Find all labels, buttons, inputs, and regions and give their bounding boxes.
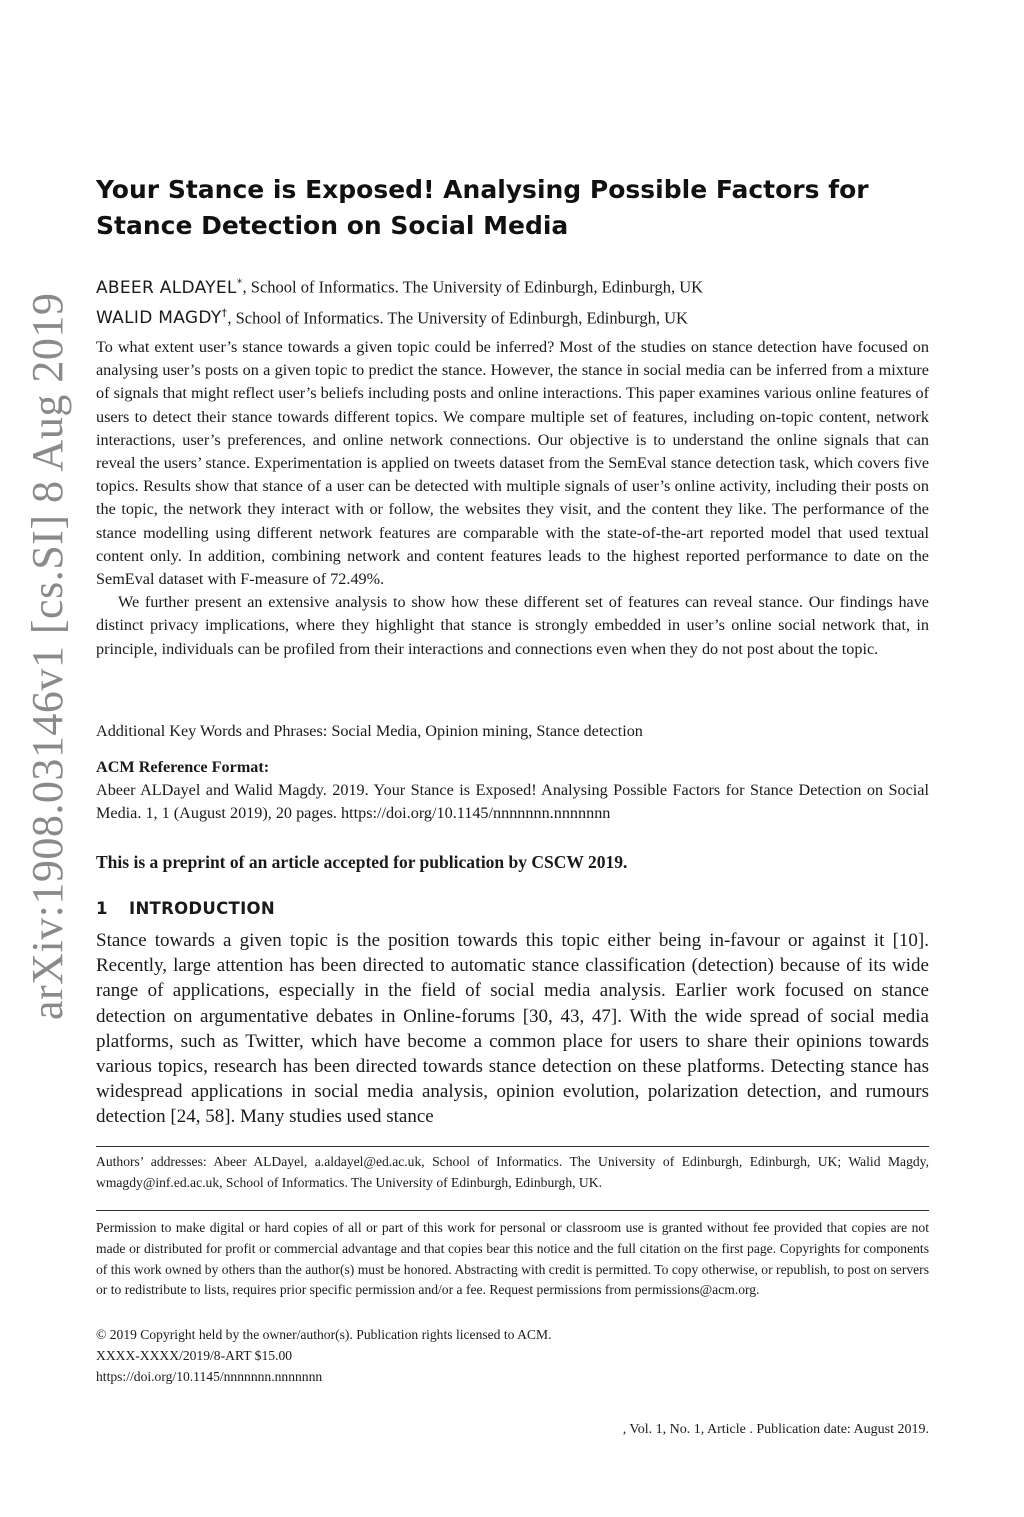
- paper-title: Your Stance is Exposed! Analysing Possible Factors for Stance Detection on Social Media: [96, 175, 869, 240]
- section-number: 1: [96, 899, 108, 918]
- author-line: [96, 301, 929, 332]
- author-name: ABEER ALDAYEL*: [96, 276, 243, 298]
- permission-divider: [96, 1210, 929, 1211]
- author-addresses-footnote: Authors’ addresses: Abeer ALDayel, a.aldayel@ed.ac.uk, School of Informatics. The University of Edinburgh, Edinburgh, UK; Walid Magdy, wmagdy@inf.ed.ac.uk, School of Informatics. The University of Edinburgh, Edinburgh, UK.: [96, 1154, 929, 1190]
- doi-link[interactable]: https://doi.org/10.1145/nnnnnnn.nnnnnnn: [96, 1369, 323, 1384]
- permission-notice: Permission to make digital or hard copies of all or part of this work for personal or classroom use is granted without fee provided that copies are not made or distributed for profit or commercial advantage and that copies bear this notice and the full citation on the first page. Copyrights for components of this work owned by others than the author(s) must be honored. Abstracting with credit is permitted. To copy otherwise, or republish, to post on servers or to redistribute to lists, requires prior specific permission and/or a fee. Request permissions from permissions@acm.org.: [96, 1220, 929, 1298]
- copyright-line: © 2019 Copyright held by the owner/author(s). Publication rights licensed to ACM.: [96, 1327, 552, 1342]
- keywords: Additional Key Words and Phrases: Social Media, Opinion mining, Stance detection: [96, 722, 643, 740]
- abstract-paragraph: We further present an extensive analysis to show how these different set of features can reveal stance. Our findings have distinct privacy implications, where they highlight that stance is strongly embedded in user’s online social network that, in principle, individuals can be profiled from their interactions and connections even when they do not post about the topic.: [96, 593, 929, 658]
- publication-footer: , Vol. 1, No. 1, Article . Publication date: August 2019.: [622, 1422, 929, 1437]
- acm-reference-format: [96, 756, 929, 825]
- author-footnote-mark: *: [236, 276, 243, 289]
- author-list: [96, 270, 929, 331]
- author-footnote-mark: †: [221, 306, 228, 320]
- footnote-divider: [96, 1146, 929, 1147]
- arxiv-identifier-stamp: arXiv:1908.03146v1 [cs.SI] 8 Aug 2019: [23, 292, 72, 1020]
- preprint-note: This is a preprint of an article accepted for publication by CSCW 2019.: [96, 852, 628, 872]
- acm-reference-text: Abeer ALDayel and Walid Magdy. 2019. Your Stance is Exposed! Analysing Possible Factors for Stance Detection on Social Media. 1, 1 (August 2019), 20 pages. https://doi.org/10.1145/nnnnnnn.nnnnnnn: [96, 781, 929, 822]
- section-title: INTRODUCTION: [129, 899, 275, 918]
- author-name: WALID MAGDY†: [96, 306, 228, 329]
- abstract-paragraph: To what extent user’s stance towards a given topic could be inferred? Most of the studies on stance detection have focused on analysing user’s posts on a given topic to predict the stance. However, the stance in social media can be inferred from a mixture of signals that might reflect user’s beliefs including posts and online interactions. This paper examines various online features of users to detect their stance towards different topics. We compare multiple set of features, including on-topic content, network interactions, user’s preferences, and online network connections. Our objective is to understand the online signals that can reveal the users’ stance. Experimentation is applied on tweets dataset from the SemEval stance detection task, which covers five topics. Results show that stance of a user can be detected with multiple signals of user’s online activity, including their posts on the topic, the network they interact with or follow, the websites they visit, and the content they like. The performance of the stance modelling using different network features are comparable with the state-of-the-art reported model that used textual content only. In addition, combining network and content features leads to the highest reported performance to date on the SemEval dataset with F-measure of 72.49%.: [96, 338, 929, 589]
- abstract: [96, 336, 929, 661]
- section-heading: [96, 897, 929, 921]
- author-affiliation: , School of Informatics. The University of Edinburgh, Edinburgh, UK: [242, 277, 704, 297]
- isbn-line: XXXX-XXXX/2019/8-ART $15.00: [96, 1348, 293, 1363]
- introduction-paragraph: Stance towards a given topic is the position towards this topic either being in-favour or against it [10]. Recently, large attention has been directed to automatic stance classification (detection) because of its wide range of applications, especially in the field of social media analysis. Earlier work focused on stance detection on argumentative debates in Online-forums [30, 43, 47]. With the wide spread of social media platforms, such as Twitter, which have become a common place for users to share their opinions towards various topics, research has been directed towards stance detection on these platforms. Detecting stance has widespread applications in social media analysis, opinion evolution, polarization detection, and rumours detection [24, 58]. Many studies used stance: [96, 930, 929, 1128]
- author-affiliation: , School of Informatics. The University of Edinburgh, Edinburgh, UK: [227, 308, 688, 328]
- acm-reference-heading: ACM Reference Format:: [96, 758, 270, 776]
- author-line: [96, 270, 929, 301]
